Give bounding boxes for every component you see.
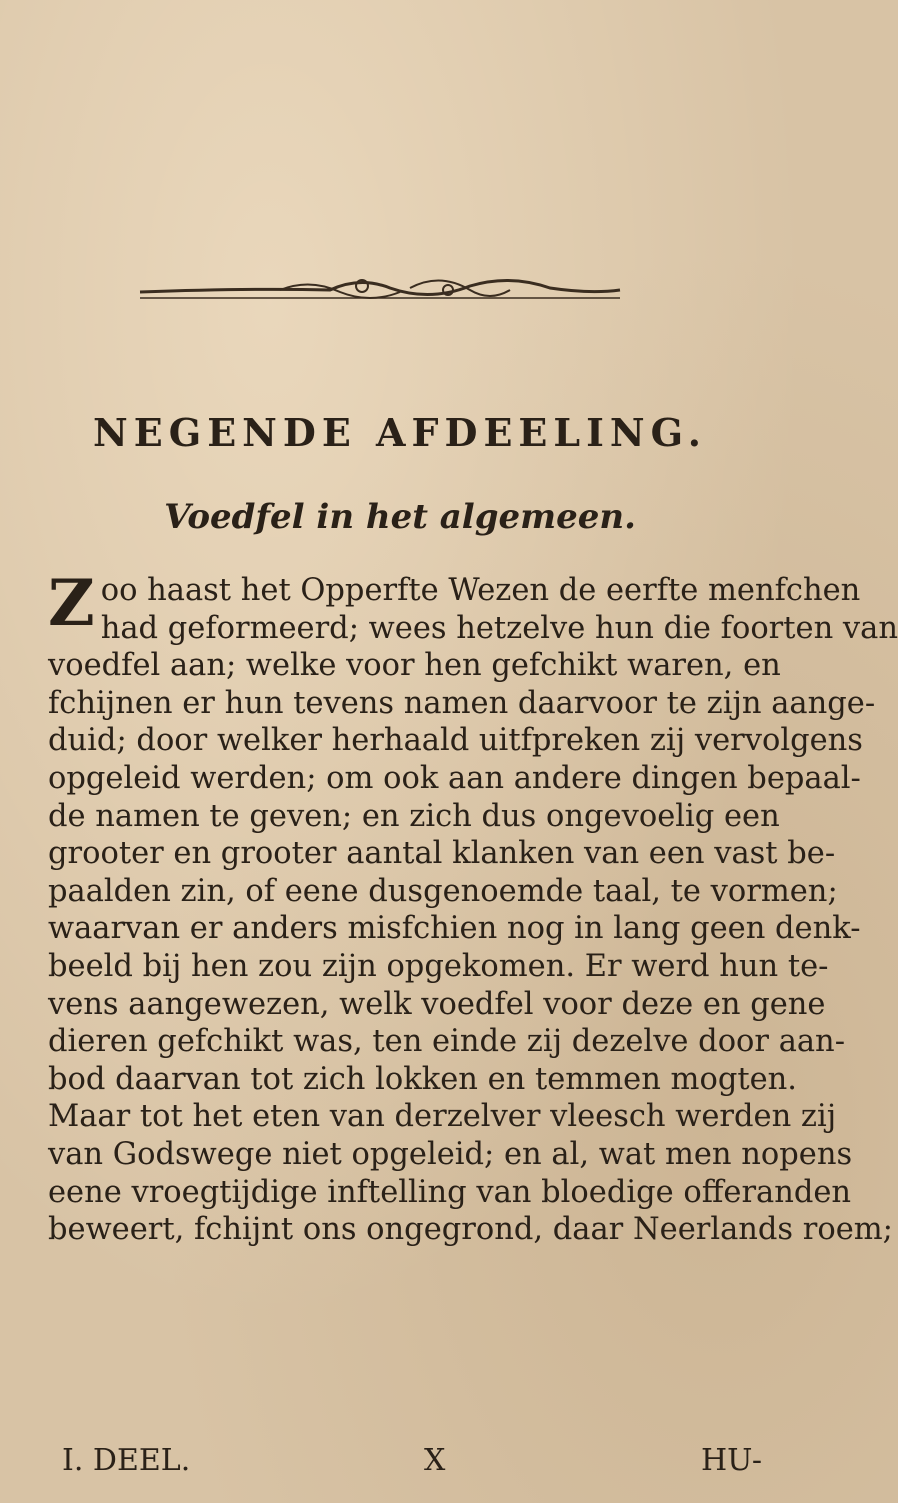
text-line: oo haast het Opperfte Wezen de eerfte menfchen [100, 573, 861, 608]
text-line: van Godswege niet opgeleid; en al, wat men nopens [48, 1136, 853, 1172]
text-line: grooter en grooter aantal klanken van een vast be- [48, 836, 836, 872]
body-text [48, 566, 898, 1249]
text-line: duid; door welker herhaald uitfpreken zij vervolgens [48, 723, 863, 759]
decorative-ornament [130, 268, 630, 308]
text-line: bod daarvan tot zich lokken en temmen mogten. [48, 1061, 797, 1097]
text-line: eene vroegtijdige inftelling van bloedige offeranden [48, 1174, 852, 1210]
text-line: beeld bij hen zou zijn opgekomen. Er werd hun te- [48, 948, 829, 984]
drop-cap: Z [48, 566, 95, 641]
text-line: vens aangewezen, welk voedfel voor deze en gene [48, 986, 826, 1022]
text-line: voedfel aan; welke voor hen gefchikt waren, en [48, 648, 781, 684]
signature-mark: X [424, 1443, 446, 1478]
chapter-heading: NEGENDE AFDEELING. [93, 410, 707, 455]
section-title: Voedfel in het algemeen. [164, 497, 636, 537]
volume-label: I. DEEL. [62, 1443, 191, 1478]
text-line: opgeleid werden; om ook aan andere dingen bepaal- [48, 760, 861, 796]
text-line: Maar tot het eten van derzelver vleesch werden zij [48, 1099, 837, 1135]
text-line: beweert, fchijnt ons ongegrond, daar Neerlands roem; [48, 1212, 893, 1248]
text-line: waarvan er anders misfchien nog in lang geen denk- [48, 911, 861, 947]
page-footer [62, 1443, 762, 1483]
text-line: had geformeerd; wees hetzelve hun die foorten van [100, 610, 898, 646]
catchword: HU- [700, 1443, 762, 1478]
text-line: de namen te geven; en zich dus ongevoelig een [48, 798, 780, 834]
text-line: paalden zin, of eene dusgenoemde taal, te vormen; [48, 873, 838, 909]
text-line: fchijnen er hun tevens namen daarvoor te zijn aange- [48, 685, 876, 721]
text-line: dieren gefchikt was, ten einde zij dezelve door aan- [48, 1024, 846, 1060]
